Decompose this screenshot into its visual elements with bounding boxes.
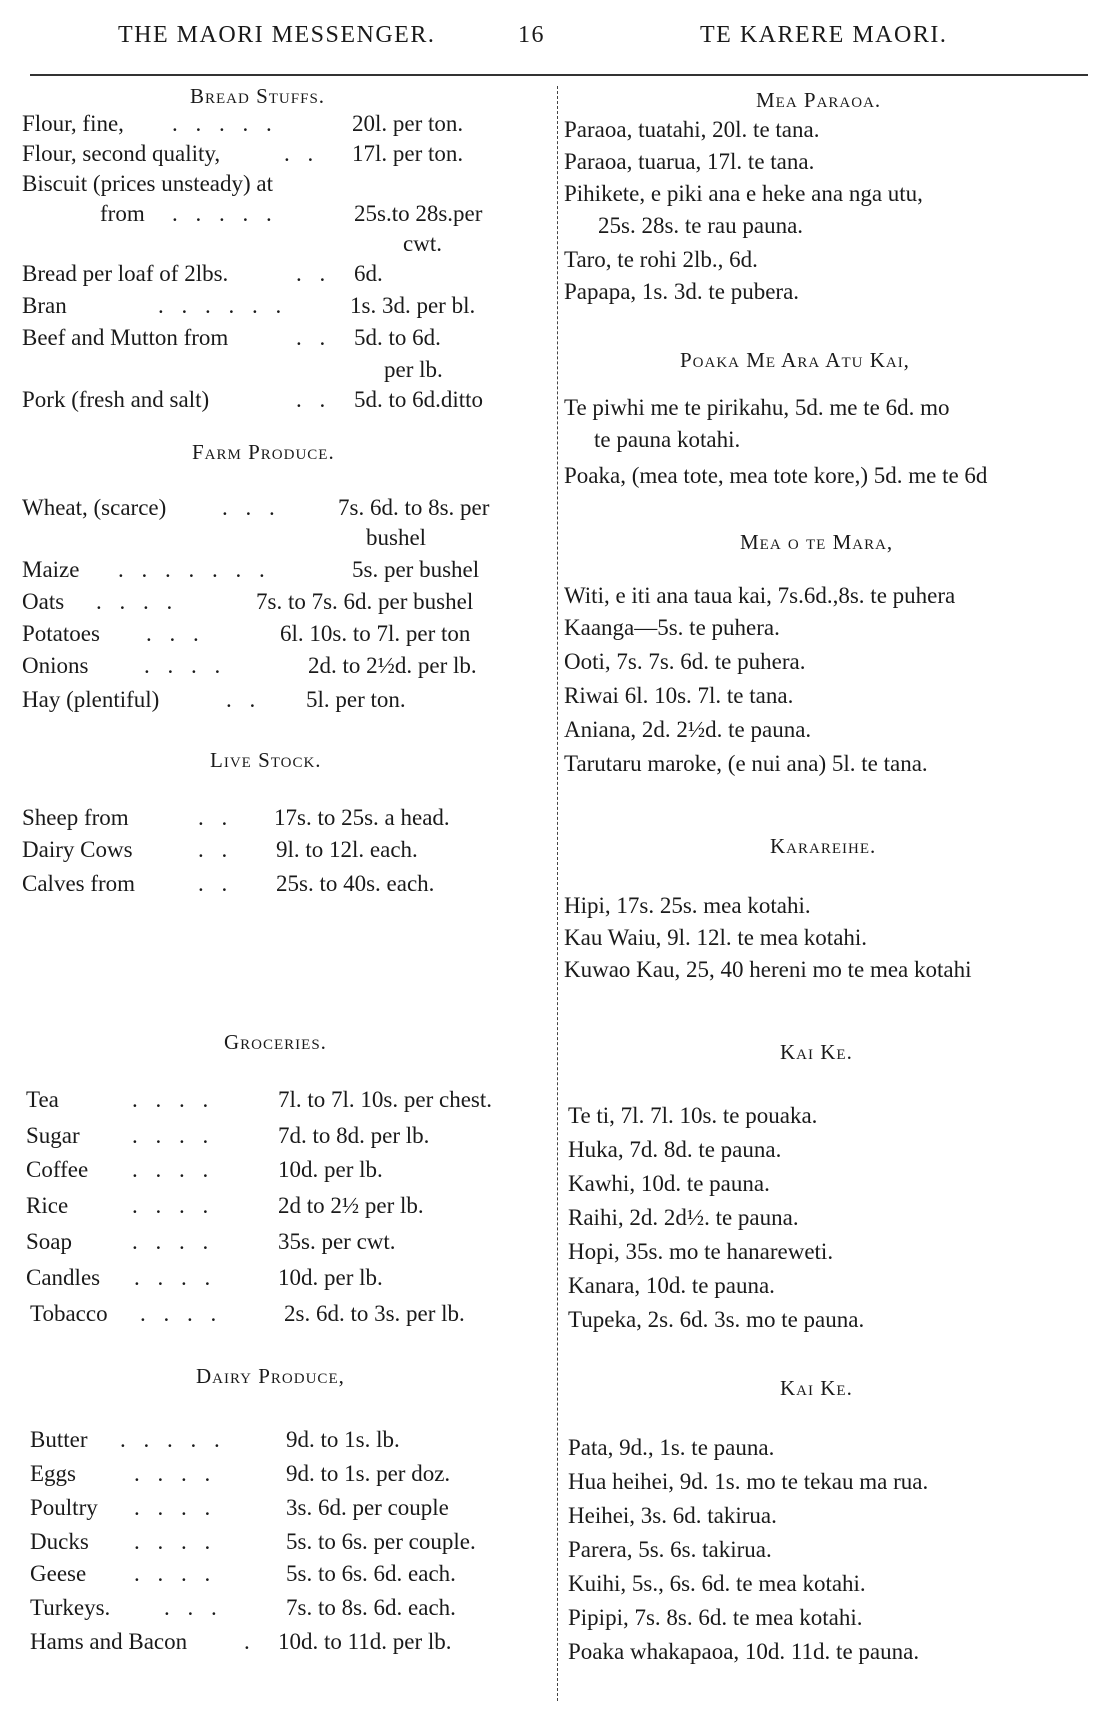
item-price: 7s. to 7s. 6d. per bushel [256,589,474,614]
maori-line: Te piwhi me te pirikahu, 5d. me te 6d. mo [564,395,950,420]
leader-dots: . . . . [134,1461,217,1486]
running-head-maori: TE KARERE MAORI. [700,22,948,48]
item-name: Butter [30,1427,88,1452]
maori-line: Huka, 7d. 8d. te pauna. [568,1137,782,1162]
item-name: Beef and Mutton from [22,325,229,350]
maori-line: Tupeka, 2s. 6d. 3s. mo te pauna. [568,1307,865,1332]
maori-line: Hopi, 35s. mo te hanareweti. [568,1239,834,1264]
maori-line: Tarutaru maroke, (e nui ana) 5l. te tana. [564,751,928,776]
item-name: Onions [22,653,89,678]
leader-dots: . . [284,141,320,166]
section-heading-karareihe: Karareihe. [770,834,877,858]
item-price: 5d. to 6d.ditto [354,387,484,412]
item-name: Potatoes [22,621,100,646]
leader-dots: . . . . . . [158,293,288,318]
item-price: bushel [366,525,427,550]
maori-line: Pipipi, 7s. 8s. 6d. te mea kotahi. [568,1605,863,1630]
item-price: 17l. per ton. [352,141,464,166]
item-price: 3s. 6d. per couple [286,1495,449,1520]
item-price: cwt. [403,231,442,256]
section-heading-groceries: Groceries. [224,1030,327,1054]
maori-line: Kuwao Kau, 25, 40 hereni mo te mea kotahi [564,957,972,982]
column-divider [557,86,558,1701]
leader-dots: . . . . . [172,201,278,226]
item-price: per lb. [384,357,443,382]
leader-dots: . . . . . [120,1427,226,1452]
leader-dots: . . [296,261,332,286]
leader-dots: . . . . [132,1229,215,1254]
maori-line: Parera, 5s. 6s. takirua. [568,1537,772,1562]
section-heading-farm-produce: Farm Produce. [192,440,335,464]
item-price: 7l. to 7l. 10s. per chest. [278,1087,492,1112]
leader-dots: . . . . [140,1301,223,1326]
item-name: Candles [26,1265,101,1290]
item-price: 9l. to 12l. each. [276,837,418,862]
leader-dots: . . [198,837,234,862]
item-name: Oats [22,589,65,614]
maori-line: Pata, 9d., 1s. te pauna. [568,1435,775,1460]
maori-line: Kaanga—5s. te puhera. [564,615,780,640]
item-price: 7s. 6d. to 8s. per [338,495,490,520]
item-name: Eggs [30,1461,76,1486]
leader-dots: . . . . [132,1193,215,1218]
maori-line: Ooti, 7s. 7s. 6d. te puhera. [564,649,806,674]
item-name: Maize [22,557,80,582]
item-name: Tobacco [30,1301,108,1326]
maori-line: Taro, te rohi 2lb., 6d. [564,247,758,272]
maori-line: Hua heihei, 9d. 1s. mo te tekau ma rua. [568,1469,929,1494]
section-heading-bread-stuffs: Bread Stuffs. [190,84,326,108]
maori-line: Kau Waiu, 9l. 12l. te mea kotahi. [564,925,868,950]
section-heading-kai-ke-dairy: Kai Ke. [780,1376,853,1400]
item-name: Hay (plentiful) [22,687,160,712]
leader-dots: . . . . . [172,111,278,136]
item-price: 9d. to 1s. lb. [286,1427,400,1452]
item-name: Tea [26,1087,59,1112]
leader-dots: . . . . [134,1561,217,1586]
item-name: Poultry [30,1495,98,1520]
item-price: 5d. to 6d. [354,325,441,350]
page-number: 16 [518,22,545,48]
leader-dots: . . [198,871,234,896]
item-name: Calves from [22,871,136,896]
maori-line: Paraoa, tuarua, 17l. te tana. [564,149,815,174]
maori-line: Kawhi, 10d. te pauna. [568,1171,770,1196]
maori-line: Raihi, 2d. 2d½. te pauna. [568,1205,799,1230]
leader-dots: . . . [146,621,205,646]
leader-dots: . . . . [132,1087,215,1112]
maori-line: Kanara, 10d. te pauna. [568,1273,775,1298]
leader-dots: . . [296,325,332,350]
item-name: Wheat, (scarce) [22,495,167,520]
section-heading-dairy-produce: Dairy Produce, [196,1364,345,1388]
item-name: Soap [26,1229,72,1254]
item-price: 5s. per bushel [352,557,480,582]
maori-line: Paraoa, tuatahi, 20l. te tana. [564,117,820,142]
leader-dots: . . . . [96,589,179,614]
item-price: 7d. to 8d. per lb. [278,1123,430,1148]
leader-dots: . . . . [144,653,227,678]
item-price: 2d. to 2½d. per lb. [308,653,477,678]
maori-line: Riwai 6l. 10s. 7l. te tana. [564,683,794,708]
leader-dots: . . . . [134,1529,217,1554]
maori-line: Poaka, (mea tote, mea tote kore,) 5d. me te 6d [564,463,988,488]
maori-line: Te ti, 7l. 7l. 10s. te pouaka. [568,1103,818,1128]
item-price: 25s.to 28s.per [354,201,483,226]
maori-line: Aniana, 2d. 2½d. te pauna. [564,717,812,742]
maori-line: Pihikete, e piki ana e heke ana nga utu, [564,181,923,206]
item-name: Flour, fine, [22,111,124,136]
item-name: Sheep from [22,805,129,830]
item-name: Dairy Cows [22,837,133,862]
item-price: 10d. to 11d. per lb. [278,1629,452,1654]
item-name: Sugar [26,1123,80,1148]
leader-dots: . . . [164,1595,223,1620]
item-price: 25s. to 40s. each. [276,871,435,896]
maori-line: 25s. 28s. te rau pauna. [598,213,804,238]
section-heading-live-stock: Live Stock. [210,748,322,772]
item-name: Flour, second quality, [22,141,221,166]
item-name: Coffee [26,1157,89,1182]
item-name: Turkeys. [30,1595,111,1620]
item-name: Rice [26,1193,69,1218]
leader-dots: . . . [222,495,281,520]
maori-line: Papapa, 1s. 3d. te pubera. [564,279,800,304]
maori-line: Heihei, 3s. 6d. takirua. [568,1503,777,1528]
maori-line: Kuihi, 5s., 6s. 6d. te mea kotahi. [568,1571,866,1596]
item-name: Ducks [30,1529,89,1554]
item-price: 7s. to 8s. 6d. each. [286,1595,456,1620]
section-heading-mea-o-te-mara: Mea o te Mara, [740,530,894,554]
running-head-english: THE MAORI MESSENGER. [118,22,436,48]
item-price: 17s. to 25s. a head. [274,805,450,830]
item-price: 6d. [354,261,383,286]
item-price: 5s. to 6s. per couple. [286,1529,476,1554]
leader-dots: . . . . [132,1157,215,1182]
item-price: 2s. 6d. to 3s. per lb. [284,1301,465,1326]
item-name: Biscuit (prices unsteady) at [22,171,274,196]
maori-line: te pauna kotahi. [594,427,741,452]
leader-dots: . . [226,687,262,712]
item-price: 9d. to 1s. per doz. [286,1461,451,1486]
leader-dots: . . . . [132,1123,215,1148]
section-heading-poaka: Poaka Me Ara Atu Kai, [680,348,910,372]
maori-line: Hipi, 17s. 25s. mea kotahi. [564,893,811,918]
header-rule [30,74,1088,76]
item-price: 5l. per ton. [306,687,406,712]
leader-dots: . . . . [134,1495,217,1520]
item-price: 10d. per lb. [278,1265,383,1290]
section-heading-mea-paraoa: Mea Paraoa. [756,88,882,112]
item-price: 10d. per lb. [278,1157,383,1182]
item-price: 5s. to 6s. 6d. each. [286,1561,456,1586]
leader-dots: . . [198,805,234,830]
item-name: Bread per loaf of 2lbs. [22,261,229,286]
item-name: Hams and Bacon [30,1629,188,1654]
item-name: Pork (fresh and salt) [22,387,210,412]
leader-dots: . . . . [134,1265,217,1290]
leader-dots: . [244,1629,256,1654]
section-heading-kai-ke: Kai Ke. [780,1040,853,1064]
maori-line: Poaka whakapaoa, 10d. 11d. te pauna. [568,1639,920,1664]
item-name: Bran [22,293,67,318]
item-name: Geese [30,1561,87,1586]
item-name: from [100,201,145,226]
item-price: 1s. 3d. per bl. [350,293,476,318]
item-price: 35s. per cwt. [278,1229,396,1254]
leader-dots: . . . . . . . [118,557,271,582]
item-price: 6l. 10s. to 7l. per ton [280,621,471,646]
item-price: 20l. per ton. [352,111,464,136]
maori-line: Witi, e iti ana taua kai, 7s.6d.,8s. te puhera [564,583,956,608]
leader-dots: . . [296,387,332,412]
item-price: 2d to 2½ per lb. [278,1193,424,1218]
